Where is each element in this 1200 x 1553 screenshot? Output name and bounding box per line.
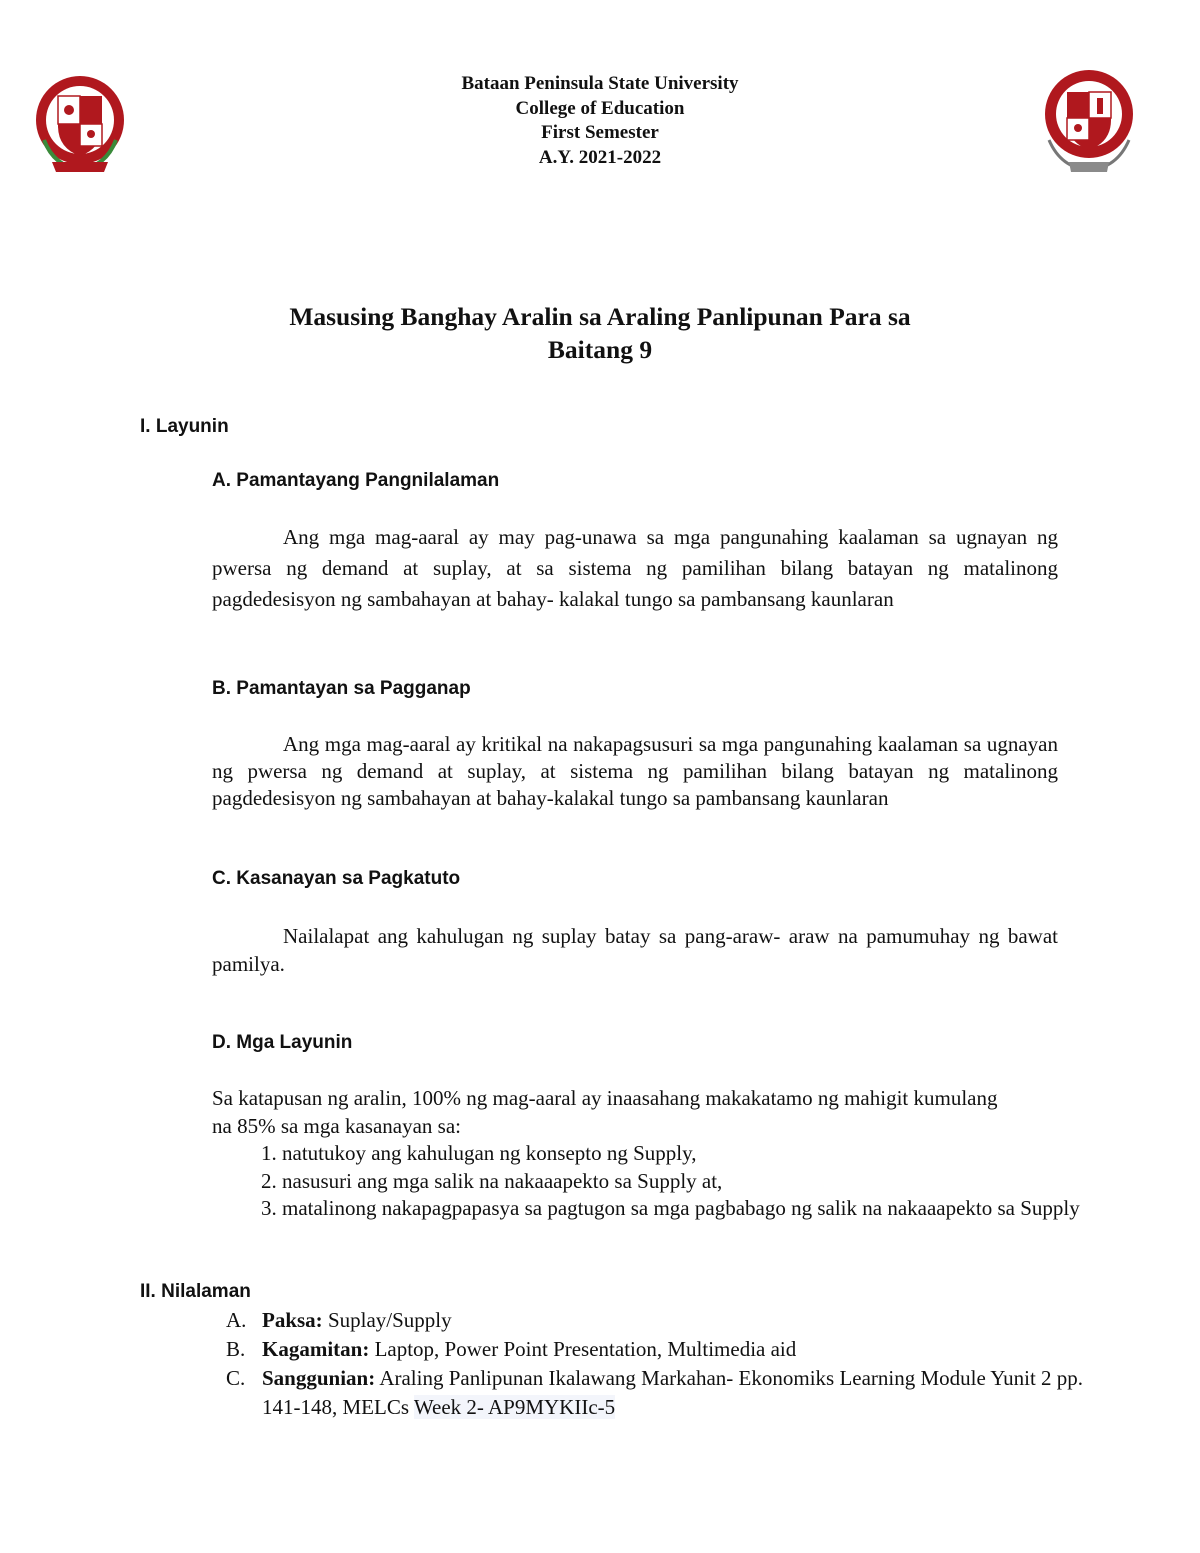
paragraph-kasanayan-sa-pagkatuto: Nailalapat ang kahulugan ng suplay batay sa pang-araw- araw na pamumuhay ng bawat pamilya. (212, 924, 1058, 976)
subheading-mga-layunin: D. Mga Layunin (212, 1032, 353, 1053)
list-item: B. Kagamitan: Laptop, Power Point Presentation, Multimedia aid (226, 1337, 797, 1361)
subheading-kasanayan-sa-pagkatuto: C. Kasanayan sa Pagkatuto (212, 868, 461, 889)
list-item: 3. matalinong nakapagpapasya sa pagtugon sa mga pagbabago ng salik na nakaaapekto sa Supply (261, 1196, 1080, 1220)
objectives-list (261, 1140, 1091, 1223)
reference-code: Week 2- AP9MYKIIc-5 (413, 1395, 616, 1419)
objectives-intro: Sa katapusan ng aralin, 100% ng mag-aaral ay inaasahang makakatamo ng mahigit kumulang na 85% sa mga kasanayan sa: (212, 1086, 998, 1138)
title-line-1: Masusing Banghay Aralin sa Araling Panlipunan Para sa (289, 302, 911, 331)
paragraph-pamantayan-sa-pagganap: Ang mga mag-aaral ay kritikal na nakapagsusuri sa mga pangunahing kaalaman sa ugnayan ng pwersa ng demand at suplay, at sistema ng pamilihan bilang batayan ng matalinong pagdedesisyon ng sambahayan at bahay-kalakal tungo sa pambansang kaunlaran (212, 732, 1058, 810)
university-name: Bataan Peninsula State University (461, 73, 739, 94)
section-heading-layunin: I. Layunin (140, 416, 229, 437)
list-item: A. Paksa: Suplay/Supply (226, 1308, 452, 1332)
title-line-2: Baitang 9 (547, 335, 653, 364)
content-list (226, 1306, 1086, 1422)
paragraph-pamantayang-pangnilalaman: Ang mga mag-aaral ay may pag-unawa sa mga pangunahing kaalaman sa ugnayan ng pwersa ng demand at suplay, at sa sistema ng pamilihan bilang batayan ng matalinong pagdedesisyon ng sambahayan at bahay- kalakal tungo sa pambansang kaunlaran (212, 525, 1058, 611)
list-item: 1. natutukoy ang kahulugan ng konsepto ng Supply, (261, 1141, 697, 1165)
semester: First Semester (541, 122, 659, 143)
document-header (0, 72, 1200, 170)
list-item: C. Sanggunian: Araling Panlipunan Ikalawang Markahan- Ekonomiks Learning Module Yunit 2 pp. 141-148, MELCs Week 2- AP9MYKIIc-5 (226, 1366, 1084, 1419)
page-title (0, 300, 1200, 366)
subheading-pamantayang-pangnilalaman: A. Pamantayang Pangnilalaman (212, 470, 500, 491)
subheading-pamantayan-sa-pagganap: B. Pamantayan sa Pagganap (212, 678, 471, 699)
section-heading-nilalaman: II. Nilalaman (140, 1281, 251, 1302)
college-name: College of Education (515, 97, 685, 119)
list-item: 2. nasusuri ang mga salik na nakaaapekto sa Supply at, (261, 1168, 723, 1193)
academic-year: A.Y. 2021-2022 (538, 146, 662, 168)
